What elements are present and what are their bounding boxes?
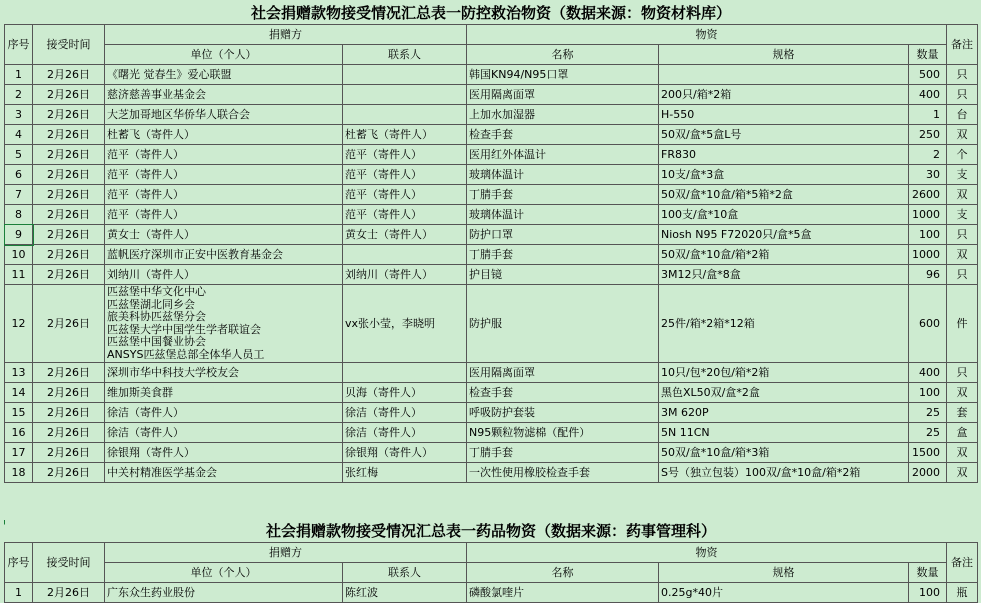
cell-contact[interactable]: 徐洁（寄件人）: [343, 403, 467, 423]
table-row: [5, 363, 978, 383]
header-qty[interactable]: 数量: [909, 45, 947, 65]
cell-unit[interactable]: 徐银翔（寄件人）: [105, 443, 343, 463]
cell-seq[interactable]: 1: [5, 65, 33, 85]
cell-qty[interactable]: 250: [909, 125, 947, 145]
cell-qty[interactable]: 25: [909, 403, 947, 423]
cell-contact[interactable]: 范平（寄件人）: [343, 145, 467, 165]
header-contact[interactable]: 联系人: [343, 563, 467, 583]
cell-spec[interactable]: 3M 620P: [659, 403, 909, 423]
cell-note[interactable]: 瓶: [947, 583, 978, 603]
cell-qty[interactable]: 25: [909, 423, 947, 443]
cell-seq[interactable]: 7: [5, 185, 33, 205]
table-row: [5, 423, 978, 443]
cell-name[interactable]: 呼吸防护套装: [467, 403, 659, 423]
table-row: [5, 463, 978, 483]
cell-contact[interactable]: 陈红波: [343, 583, 467, 603]
header-material-group[interactable]: 物资: [467, 543, 947, 563]
cell-spec[interactable]: 10只/包*20包/箱*2箱: [659, 363, 909, 383]
cell-unit[interactable]: 范平（寄件人）: [105, 165, 343, 185]
cell-spec[interactable]: 50双/盒*10盒/箱*3箱: [659, 443, 909, 463]
cell-seq[interactable]: 15: [5, 403, 33, 423]
cell-spec[interactable]: 50双/盒*10盒/箱*2箱: [659, 245, 909, 265]
header-note[interactable]: 备注: [947, 25, 978, 65]
cell-date[interactable]: 2月26日: [33, 225, 105, 245]
cell-name[interactable]: 护目镜: [467, 265, 659, 285]
donation-table-materials: [4, 2, 978, 483]
cell-qty[interactable]: 1500: [909, 443, 947, 463]
cell-spec[interactable]: 10支/盒*3盒: [659, 165, 909, 185]
cell-unit[interactable]: 《曙光 觉春生》爱心联盟: [105, 65, 343, 85]
cell-seq[interactable]: 5: [5, 145, 33, 165]
cell-name[interactable]: 医用隔离面罩: [467, 85, 659, 105]
cell-spec[interactable]: 25件/箱*2箱*12箱: [659, 285, 909, 363]
header-contact[interactable]: 联系人: [343, 45, 467, 65]
cell-contact[interactable]: 刘纳川（寄件人）: [343, 265, 467, 285]
table-row: [5, 205, 978, 225]
table-row: [5, 403, 978, 423]
header-date[interactable]: 接受时间: [33, 543, 105, 583]
cell-name[interactable]: 玻璃体温计: [467, 165, 659, 185]
cell-contact[interactable]: [343, 245, 467, 265]
cell-name[interactable]: 上加水加湿器: [467, 105, 659, 125]
cell-name[interactable]: 丁腈手套: [467, 443, 659, 463]
cell-seq[interactable]: 2: [5, 85, 33, 105]
cell-unit[interactable]: 黄女士（寄件人）: [105, 225, 343, 245]
cell-contact[interactable]: vx张小莹，李晓明: [343, 285, 467, 363]
cell-spec[interactable]: FR830: [659, 145, 909, 165]
cell-seq[interactable]: 1: [5, 583, 33, 603]
cell-date[interactable]: 2月26日: [33, 363, 105, 383]
cell-name[interactable]: 防护服: [467, 285, 659, 363]
header-spec[interactable]: 规格: [659, 563, 909, 583]
unit-line: 匹兹堡中国餐业协会: [107, 335, 206, 348]
header-donor-group[interactable]: 捐赠方: [105, 543, 467, 563]
cell-spec[interactable]: 5N 11CN: [659, 423, 909, 443]
table-row: [5, 225, 978, 245]
cell-seq[interactable]: 9: [5, 225, 33, 245]
cell-unit[interactable]: [105, 285, 343, 363]
cell-note[interactable]: 台: [947, 105, 978, 125]
header-seq[interactable]: 序号: [5, 25, 33, 65]
table-row: [5, 105, 978, 125]
cell-date[interactable]: 2月26日: [33, 423, 105, 443]
cell-qty[interactable]: 400: [909, 363, 947, 383]
cell-spec[interactable]: 黑色XL50双/盒*2盒: [659, 383, 909, 403]
cell-spec[interactable]: 50双/盒*10盒/箱*5箱*2盒: [659, 185, 909, 205]
cell-date[interactable]: 2月26日: [33, 245, 105, 265]
cell-date[interactable]: 2月26日: [33, 145, 105, 165]
table-row: [5, 245, 978, 265]
cell-seq[interactable]: 18: [5, 463, 33, 483]
unit-line: 旅美科协匹兹堡分会: [107, 310, 206, 323]
table-row: [5, 165, 978, 185]
cell-contact[interactable]: 范平（寄件人）: [343, 185, 467, 205]
cell-date[interactable]: 2月26日: [33, 205, 105, 225]
sheet-gap: [0, 498, 981, 520]
cell-seq[interactable]: 11: [5, 265, 33, 285]
header-name[interactable]: 名称: [467, 45, 659, 65]
cell-contact[interactable]: 杜蓄飞（寄件人）: [343, 125, 467, 145]
cell-contact[interactable]: [343, 363, 467, 383]
cell-name[interactable]: 检查手套: [467, 383, 659, 403]
cell-name[interactable]: 磷酸氯喹片: [467, 583, 659, 603]
cell-contact[interactable]: 张红梅: [343, 463, 467, 483]
header-donor-group[interactable]: 捐赠方: [105, 25, 467, 45]
cell-note[interactable]: 双: [947, 383, 978, 403]
cell-contact[interactable]: 范平（寄件人）: [343, 165, 467, 185]
cell-note[interactable]: 套: [947, 403, 978, 423]
cell-note[interactable]: 只: [947, 65, 978, 85]
header-note[interactable]: 备注: [947, 543, 978, 583]
cell-note[interactable]: 双: [947, 245, 978, 265]
cell-seq[interactable]: 17: [5, 443, 33, 463]
header-seq[interactable]: 序号: [5, 543, 33, 583]
cell-note[interactable]: 件: [947, 285, 978, 363]
cell-qty[interactable]: 100: [909, 583, 947, 603]
cell-unit[interactable]: 慈济慈善事业基金会: [105, 85, 343, 105]
table-row: [5, 583, 978, 603]
cell-name[interactable]: 检查手套: [467, 125, 659, 145]
cell-unit[interactable]: 范平（寄件人）: [105, 145, 343, 165]
cell-spec[interactable]: 0.25g*40片: [659, 583, 909, 603]
cell-spec[interactable]: 50双/盒*5盒L号: [659, 125, 909, 145]
cell-seq[interactable]: 16: [5, 423, 33, 443]
cell-contact[interactable]: [343, 85, 467, 105]
header-spec[interactable]: 规格: [659, 45, 909, 65]
cell-qty[interactable]: 400: [909, 85, 947, 105]
table-row: [5, 145, 978, 165]
table-row: [5, 85, 978, 105]
table-row: [5, 383, 978, 403]
cell-note[interactable]: 只: [947, 85, 978, 105]
cell-date[interactable]: 2月26日: [33, 285, 105, 363]
cell-name[interactable]: 韩国KN94/N95口罩: [467, 65, 659, 85]
cell-unit[interactable]: 刘纳川（寄件人）: [105, 265, 343, 285]
cell-note[interactable]: 只: [947, 265, 978, 285]
cell-spec[interactable]: [659, 65, 909, 85]
cell-name[interactable]: 玻璃体温计: [467, 205, 659, 225]
donation-table-drugs: [4, 520, 978, 603]
cell-seq[interactable]: 13: [5, 363, 33, 383]
cell-unit[interactable]: 徐洁（寄件人）: [105, 403, 343, 423]
cell-spec[interactable]: 100支/盒*10盒: [659, 205, 909, 225]
cell-unit[interactable]: 范平（寄件人）: [105, 205, 343, 225]
cell-note[interactable]: 支: [947, 165, 978, 185]
cell-date[interactable]: 2月26日: [33, 265, 105, 285]
cell-qty[interactable]: 2000: [909, 463, 947, 483]
cell-qty[interactable]: 96: [909, 265, 947, 285]
cell-spec[interactable]: S号（独立包装）100双/盒*10盒/箱*2箱: [659, 463, 909, 483]
cell-contact[interactable]: [343, 65, 467, 85]
cell-seq[interactable]: 14: [5, 383, 33, 403]
cell-date[interactable]: 2月26日: [33, 443, 105, 463]
header-material-group[interactable]: 物资: [467, 25, 947, 45]
cell-spec[interactable]: Niosh N95 F72020只/盒*5盒: [659, 225, 909, 245]
header-date[interactable]: 接受时间: [33, 25, 105, 65]
cell-name[interactable]: N95颗粒物滤棉（配件）: [467, 423, 659, 443]
cell-contact[interactable]: [343, 105, 467, 125]
table-row: [5, 285, 978, 363]
cell-seq[interactable]: 3: [5, 105, 33, 125]
cell-note[interactable]: 双: [947, 443, 978, 463]
cell-qty[interactable]: 2600: [909, 185, 947, 205]
cell-date[interactable]: 2月26日: [33, 583, 105, 603]
cell-contact[interactable]: 范平（寄件人）: [343, 205, 467, 225]
cell-seq[interactable]: 4: [5, 125, 33, 145]
cell-contact[interactable]: 徐洁（寄件人）: [343, 423, 467, 443]
cell-date[interactable]: 2月26日: [33, 463, 105, 483]
cell-name[interactable]: 医用隔离面罩: [467, 363, 659, 383]
unit-line: 匹兹堡大学中国学生学者联谊会: [107, 322, 261, 336]
cell-qty[interactable]: 2: [909, 145, 947, 165]
cell-qty[interactable]: 1: [909, 105, 947, 125]
cell-note[interactable]: 只: [947, 363, 978, 383]
cell-qty[interactable]: 1000: [909, 205, 947, 225]
cell-seq[interactable]: 6: [5, 165, 33, 185]
unit-line: ANSYS匹兹堡总部全体华人员工: [107, 347, 265, 361]
cell-unit[interactable]: 中关村精准医学基金会: [105, 463, 343, 483]
cell-qty[interactable]: 500: [909, 65, 947, 85]
cell-date[interactable]: 2月26日: [33, 403, 105, 423]
cell-unit[interactable]: 徐洁（寄件人）: [105, 423, 343, 443]
cell-date[interactable]: 2月26日: [33, 105, 105, 125]
cell-spec[interactable]: 3M12只/盒*8盒: [659, 265, 909, 285]
cell-spec[interactable]: H-550: [659, 105, 909, 125]
cell-date[interactable]: 2月26日: [33, 165, 105, 185]
cell-contact[interactable]: 贝海（寄件人）: [343, 383, 467, 403]
table-row: [5, 125, 978, 145]
cell-seq[interactable]: 8: [5, 205, 33, 225]
cell-qty[interactable]: 100: [909, 383, 947, 403]
cell-unit[interactable]: 深圳市华中科技大学校友会: [105, 363, 343, 383]
cell-note[interactable]: 双: [947, 125, 978, 145]
cell-date[interactable]: 2月26日: [33, 383, 105, 403]
table-row: [5, 265, 978, 285]
cell-name[interactable]: 一次性使用橡胶检查手套: [467, 463, 659, 483]
cell-note[interactable]: 只: [947, 225, 978, 245]
cell-name[interactable]: 丁腈手套: [467, 245, 659, 265]
cell-qty[interactable]: 600: [909, 285, 947, 363]
table-row: [5, 185, 978, 205]
cell-seq[interactable]: 10: [5, 245, 33, 265]
table-row: [5, 65, 978, 85]
cell-note[interactable]: 双: [947, 463, 978, 483]
cell-unit[interactable]: 维加斯美食群: [105, 383, 343, 403]
unit-line: 匹兹堡中华文化中心: [107, 285, 206, 298]
cell-note[interactable]: 双: [947, 185, 978, 205]
cell-name[interactable]: 医用红外体温计: [467, 145, 659, 165]
cell-name[interactable]: 防护口罩: [467, 225, 659, 245]
cell-unit[interactable]: 杜蓄飞（寄件人）: [105, 125, 343, 145]
header-name[interactable]: 名称: [467, 563, 659, 583]
cell-seq[interactable]: 12: [5, 285, 33, 363]
cell-contact[interactable]: 徐银翔（寄件人）: [343, 443, 467, 463]
cell-date[interactable]: 2月26日: [33, 65, 105, 85]
header-unit[interactable]: 单位（个人）: [105, 45, 343, 65]
cell-qty[interactable]: 1000: [909, 245, 947, 265]
cell-spec[interactable]: 200只/箱*2箱: [659, 85, 909, 105]
cell-note[interactable]: 个: [947, 145, 978, 165]
cell-date[interactable]: 2月26日: [33, 85, 105, 105]
cell-unit[interactable]: 范平（寄件人）: [105, 185, 343, 205]
cell-qty[interactable]: 30: [909, 165, 947, 185]
cell-unit[interactable]: 广东众生药业股份: [105, 583, 343, 603]
cell-qty[interactable]: 100: [909, 225, 947, 245]
cell-unit[interactable]: 蓝帆医疗深圳市正安中医教育基金会: [105, 245, 343, 265]
cell-note[interactable]: 盒: [947, 423, 978, 443]
unit-line: 匹兹堡湖北同乡会: [107, 297, 195, 311]
cell-note[interactable]: 支: [947, 205, 978, 225]
header-unit[interactable]: 单位（个人）: [105, 563, 343, 583]
cell-date[interactable]: 2月26日: [33, 185, 105, 205]
cell-unit[interactable]: 大芝加哥地区华侨华人联合会: [105, 105, 343, 125]
table-title: 社会捐赠款物接受情况汇总表一防控救治物资（数据来源：物资材料库）: [5, 2, 978, 25]
cell-contact[interactable]: 黄女士（寄件人）: [343, 225, 467, 245]
cell-date[interactable]: 2月26日: [33, 125, 105, 145]
table-row: [5, 443, 978, 463]
header-qty[interactable]: 数量: [909, 563, 947, 583]
cell-name[interactable]: 丁腈手套: [467, 185, 659, 205]
table-title: 社会捐赠款物接受情况汇总表一药品物资（数据来源：药事管理科）: [5, 520, 978, 543]
